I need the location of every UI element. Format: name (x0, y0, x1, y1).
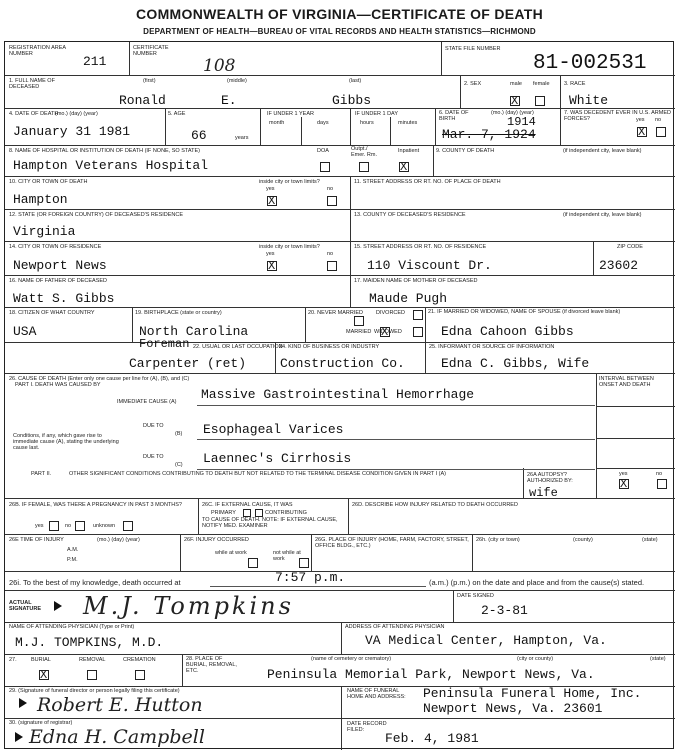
place-of-death-street-label: 11. STREET ADDRESS OR RT. NO. OF PLACE OF DEATH (354, 179, 501, 185)
actual-signature-label: ACTUAL SIGNATURE (9, 600, 41, 612)
registrar-label: 30. (signature of registrar) (9, 720, 73, 726)
describe-injury-label: 26D. DESCRIBE HOW INJURY RELATED TO DEATH OCCURRED (352, 502, 518, 508)
residence-state-label: 12. STATE (OR FOREIGN COUNTRY) OF DECEASED'S RESIDENCE (9, 212, 184, 218)
director-arrow-icon (19, 698, 27, 708)
age-month-label: month (269, 120, 285, 126)
cause-b: Esophageal Varices (203, 422, 344, 437)
sex-male-checkbox[interactable] (510, 96, 520, 106)
sex-female-checkbox[interactable] (535, 96, 545, 106)
state-file-label: STATE FILE NUMBER (445, 46, 501, 52)
autopsy-authorized-by: wife (529, 486, 558, 500)
funeral-home-name: Peninsula Funeral Home, Inc. (423, 686, 642, 701)
full-name-label: 1. FULL NAME OF DECEASED (9, 78, 55, 90)
immediate-cause: Massive Gastrointestinal Hemorrhage (201, 387, 475, 402)
residence-inside-limits-label: inside city or town limits? (259, 244, 320, 250)
age-hours-label: hours (360, 120, 374, 126)
while-at-work-label: while at work (215, 550, 247, 556)
cause-c: Laennec's Cirrhosis (203, 451, 352, 466)
registration-area-number: 211 (83, 54, 107, 69)
removal-label: REMOVAL (79, 657, 106, 663)
disposition-label: 27. (9, 657, 17, 663)
county-of-death-label: 9. COUNTY OF DEATH (436, 148, 495, 154)
registrar-arrow-icon (15, 732, 23, 742)
autopsy-no-label: no (656, 471, 663, 477)
residence-inside-no-label: no (327, 251, 334, 257)
death-inside-yes-checkbox[interactable] (267, 196, 277, 206)
widowed-label: WIDOWED (374, 329, 402, 335)
cremation-label: CREMATION (123, 657, 156, 663)
date-filed-label: DATE RECORD FILED: (347, 721, 387, 733)
residence-city: Newport News (13, 258, 107, 273)
doa-label: DOA (317, 148, 329, 154)
father-name: Watt S. Gibbs (13, 291, 115, 306)
certificate-title: COMMONWEALTH OF VIRGINIA—CERTIFICATE OF DEATH (135, 6, 544, 22)
physician-address-label: ADDRESS OF ATTENDING PHYSICIAN (345, 624, 445, 630)
zip-code-label: ZIP CODE (617, 244, 643, 250)
death-inside-no-label: no (327, 186, 334, 192)
part2-label: PART II. (31, 471, 52, 477)
residence-state: Virginia (13, 224, 76, 239)
armed-forces-label: 7. WAS DECEDENT EVER IN U.S. ARMED FORCES? (564, 110, 671, 122)
am-label: A.M. (67, 547, 79, 553)
interval-label: INTERVAL BETWEEN ONSET AND DEATH (599, 376, 654, 388)
first-name-label: (first) (143, 78, 156, 84)
date-of-birth-sub-label: (mo.) (day) (year) (491, 110, 534, 116)
due-to-b-label: DUE TO (143, 423, 164, 429)
time-of-injury-label: 26E TIME OF INJURY (9, 537, 64, 543)
hospital-name: Hampton Veterans Hospital (13, 158, 209, 173)
citizen-country: USA (13, 324, 37, 339)
age-label: 5. AGE (168, 111, 186, 117)
external-note: TO CAUSE OF DEATH. NOTE: IF EXTERNAL CAUSE, NOTIFY MED. EXAMINER (202, 517, 338, 529)
hospital-label: 8. NAME OF HOSPITAL OR INSTITUTION OF DEATH (IF NONE, SO STATE) (9, 148, 200, 154)
injury-occurred-label: 26F. INJURY OCCURRED (184, 537, 249, 543)
part1-label: PART I. DEATH WAS CAUSED BY (15, 382, 101, 388)
place-of-burial-label: 28. PLACE OF BURIAL, REMOVAL, ETC. (186, 656, 237, 674)
residence-county-note: (if independent city, leave blank) (563, 212, 642, 218)
city-of-death-label: 10. CITY OR TOWN OF DEATH (9, 179, 88, 185)
death-inside-limits-label: inside city or town limits? (259, 179, 320, 185)
primary-label: PRIMARY (211, 510, 236, 516)
funeral-director-label: 29. (Signature of funeral director or person legally filing this certificate) (9, 688, 180, 694)
funeral-director-signature: Robert E. Hutton (37, 694, 203, 716)
burial-city-label: (city or county) (517, 656, 554, 662)
age-days-label: days (317, 120, 329, 126)
time-of-injury-sub-label: (mo.) (day) (year) (97, 537, 140, 543)
outpatient-checkbox[interactable] (359, 162, 369, 172)
department-subtitle: DEPARTMENT OF HEALTH—BUREAU OF VITAL RECORDS AND HEALTH STATISTICS—RICHMOND (143, 27, 536, 36)
residence-inside-no-checkbox[interactable] (327, 261, 337, 271)
physician-signature: M.J. Tompkins (83, 592, 294, 620)
last-name-label: (last) (349, 78, 362, 84)
burial-label: BURIAL (31, 657, 51, 663)
middle-name: E. (221, 93, 237, 108)
pregnancy-no-checkbox[interactable] (75, 521, 85, 531)
father-label: 16. NAME OF FATHER OF DECEASED (9, 278, 107, 284)
part2-text: OTHER SIGNIFICANT CONDITIONS CONTRIBUTING TO DEATH BUT NOT RELATED TO THE TERMINAL DISEASE CONDITION GIVEN IN PART I (A) (69, 471, 447, 477)
autopsy-yes-checkbox[interactable] (619, 479, 629, 489)
mother-maiden-name: Maude Pugh (369, 291, 448, 306)
middle-name-label: (middle) (227, 78, 247, 84)
external-cause-label: 26C. IF EXTERNAL CAUSE, IT WAS (202, 502, 293, 508)
industry-label: 24. KIND OF BUSINESS OR INDUSTRY (279, 344, 380, 350)
cause-of-death-label: 26. CAUSE OF DEATH (Enter only one cause per line for (A), (B), and (C) (9, 376, 190, 382)
sex-male-label: male (510, 81, 522, 87)
attending-physician-label: NAME OF ATTENDING PHYSICIAN (Type or Print) (9, 624, 135, 630)
place-of-burial: Peninsula Memorial Park, Newport News, Va. (267, 667, 595, 682)
under-1-day-label: IF UNDER 1 DAY (355, 111, 398, 117)
occupation: Carpenter (ret) (129, 356, 247, 371)
while-at-work-checkbox[interactable] (248, 558, 258, 568)
last-name: Gibbs (332, 93, 372, 108)
not-while-at-work-label: not while at work (273, 550, 301, 562)
mother-label: 17. MAIDEN NAME OF MOTHER OF DECEASED (354, 278, 478, 284)
autopsy-no-checkbox[interactable] (657, 479, 667, 489)
pregnancy-yes-label: yes (35, 523, 44, 529)
age-minutes-label: minutes (398, 120, 418, 126)
conditions-label: Conditions, if any, which gave rise to immediate cause (A), stating the underlying cause last. (13, 433, 119, 451)
physician-address: VA Medical Center, Hampton, Va. (365, 633, 607, 648)
age-years-label: years (235, 135, 249, 141)
informant-label: 25. INFORMANT OR SOURCE OF INFORMATION (429, 344, 555, 350)
outpatient-label: Outpt./ Emer. Rm. (351, 146, 377, 158)
date-signed: 2-3-81 (481, 603, 528, 618)
spouse-name: Edna Cahoon Gibbs (441, 324, 574, 339)
citizen-label: 18. CITIZEN OF WHAT COUNTRY (9, 310, 95, 316)
removal-checkbox[interactable] (87, 670, 97, 680)
date-filed: Feb. 4, 1981 (385, 731, 479, 746)
inpatient-label: Inpatient (398, 148, 420, 154)
death-certificate-form (4, 41, 674, 749)
occupation-label: 22. USUAL OR LAST OCCUPATION (193, 344, 283, 350)
residence-street-label: 15. STREET ADDRESS OR RT. NO. OF RESIDENCE (354, 244, 487, 250)
death-inside-yes-label: yes (266, 186, 275, 192)
birthplace-label: 19. BIRTHPLACE (state or country) (135, 310, 222, 316)
registration-area-label: REGISTRATION AREA NUMBER (9, 45, 66, 57)
pm-label: P.M. (67, 557, 78, 563)
widowed-checkbox[interactable] (413, 327, 423, 337)
age-years: 66 (191, 128, 207, 143)
date-of-birth-label: 6. DATE OF BIRTH (439, 110, 469, 122)
contributing-checkbox[interactable] (255, 509, 263, 517)
cause-c-label: (C) (175, 462, 183, 468)
time-of-death: 7:57 p.m. (275, 570, 346, 585)
certification-statement: 26i. To the best of my knowledge, death occurred at (9, 578, 181, 587)
injury-county-label: (county) (573, 537, 593, 543)
injury-state-label: (state) (642, 537, 658, 543)
pregnancy-yes-checkbox[interactable] (49, 521, 59, 531)
armed-forces-no-checkbox[interactable] (656, 127, 666, 137)
zip-code: 23602 (599, 258, 639, 273)
residence-street: 110 Viscount Dr. (367, 258, 492, 273)
date-of-death-label: 4. DATE OF DEATH (9, 111, 59, 117)
pregnancy-unknown-label: unknown (93, 523, 116, 529)
autopsy-label: 26A AUTOPSY? AUTHORIZED BY: (527, 472, 573, 484)
pregnancy-unknown-checkbox[interactable] (123, 521, 133, 531)
married-label: MARRIED (346, 329, 372, 335)
state-file-number: 81-002531 (533, 52, 647, 75)
birthplace: North Carolina (139, 324, 249, 339)
burial-checkbox[interactable] (39, 670, 49, 680)
doa-checkbox[interactable] (320, 162, 330, 172)
armed-yes-label: yes (636, 117, 645, 123)
divorced-checkbox[interactable] (413, 310, 423, 320)
date-signed-label: DATE SIGNED (457, 593, 494, 599)
cremation-checkbox[interactable] (135, 670, 145, 680)
race-label: 3. RACE (564, 81, 586, 87)
residence-inside-yes-label: yes (266, 251, 275, 257)
not-while-at-work-checkbox[interactable] (299, 558, 309, 568)
sex-female-label: female (533, 81, 550, 87)
first-name: Ronald (119, 93, 166, 108)
armed-forces-yes-checkbox[interactable] (637, 127, 647, 137)
date-of-death: January 31 1981 (13, 124, 131, 139)
pregnancy-label: 26B. IF FEMALE, WAS THERE A PREGNANCY IN PAST 3 MONTHS? (9, 502, 182, 508)
informant: Edna C. Gibbs, Wife (441, 356, 590, 371)
death-inside-no-checkbox[interactable] (327, 196, 337, 206)
primary-checkbox[interactable] (243, 509, 251, 517)
under-1-year-label: IF UNDER 1 YEAR (267, 111, 314, 117)
date-of-death-sub-label: (mo.) (day) (year) (55, 111, 98, 117)
attending-physician: M.J. TOMPKINS, M.D. (15, 635, 164, 650)
date-of-birth: Mar. 7, 1924 (442, 127, 536, 142)
sex-label: 2. SEX (464, 81, 482, 87)
city-of-death: Hampton (13, 192, 68, 207)
armed-no-label: no (655, 117, 662, 123)
county-of-death-note: (if independent city, leave blank) (563, 148, 642, 154)
pregnancy-no-label: no (65, 523, 72, 529)
residence-city-label: 14. CITY OR TOWN OF RESIDENCE (9, 244, 102, 250)
industry: Construction Co. (280, 356, 405, 371)
divorced-label: DIVORCED (376, 310, 406, 316)
injury-city-label: 26h. (city or town) (476, 537, 520, 543)
funeral-home-address: Newport News, Va. 23601 (423, 701, 603, 716)
immediate-cause-label: IMMEDIATE CAUSE (A) (117, 399, 177, 405)
registrar-signature: Edna H. Campbell (29, 726, 205, 748)
occupation-insert: Foreman (139, 337, 190, 351)
signature-arrow-icon (54, 601, 62, 611)
cemetery-label: (name of cemetery or crematory) (311, 656, 392, 662)
burial-state-label: (state) (650, 656, 666, 662)
contributing-label: CONTRIBUTING (265, 510, 307, 516)
spouse-label: 21. IF MARRIED OR WIDOWED, NAME OF SPOUSE (if divorced leave blank) (428, 309, 621, 315)
never-married-label: 20. NEVER MARRIED (308, 310, 364, 316)
never-married-checkbox[interactable] (354, 316, 364, 326)
dob-year-correction: 1914 (507, 115, 536, 129)
certification-statement-end: (a.m.) (p.m.) on the date and place and from the cause(s) stated. (429, 578, 645, 587)
inpatient-checkbox[interactable] (399, 162, 409, 172)
residence-inside-yes-checkbox[interactable] (267, 261, 277, 271)
autopsy-yes-label: yes (619, 471, 628, 477)
residence-county-label: 13. COUNTY OF DECEASED'S RESIDENCE (354, 212, 466, 218)
race: White (569, 93, 609, 108)
due-to-c-label: DUE TO (143, 454, 164, 460)
funeral-home-label: NAME OF FUNERAL HOME AND ADDRESS: (347, 688, 406, 700)
certificate-number: 108 (203, 56, 236, 76)
cause-b-label: (B) (175, 431, 183, 437)
place-of-injury-label: 26G. PLACE OF INJURY (HOME, FARM, FACTORY, STREET, OFFICE BLDG., ETC.) (315, 537, 469, 549)
certificate-number-label: CERTIFICATE NUMBER (133, 45, 169, 57)
